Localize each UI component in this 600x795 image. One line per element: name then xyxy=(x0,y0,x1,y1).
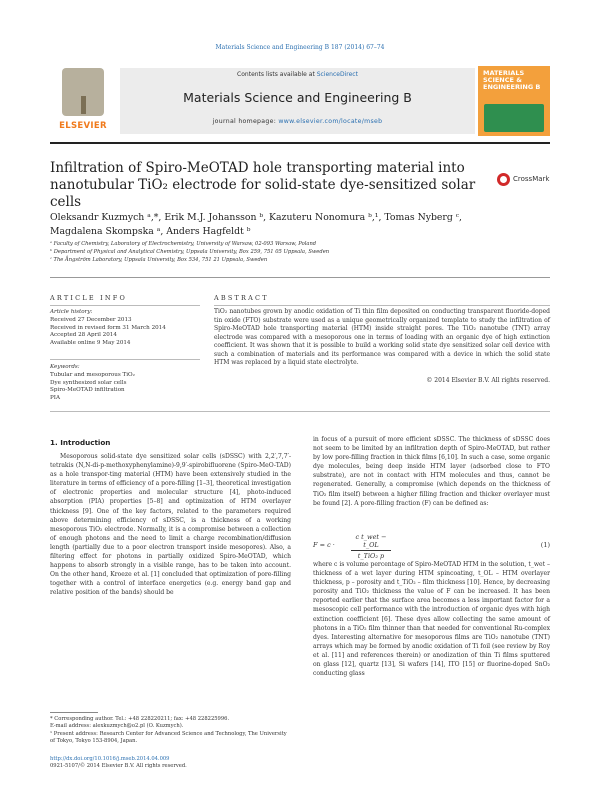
equation-number: (1) xyxy=(540,541,550,549)
cover-title: MATERIALS SCIENCE & ENGINEERING B xyxy=(483,69,541,92)
abstract-divider xyxy=(214,305,550,306)
journal-title: Materials Science and Engineering B xyxy=(183,90,412,105)
keywords-label: Keywords: xyxy=(50,364,80,370)
affiliations xyxy=(50,240,550,264)
footnote-item: ¹ Present address: Research Center for Advanced Science and Technology, The University of Tokyo, Tokyo 153-8904, Japan. xyxy=(50,730,287,744)
keyword-item: Tubular and mesoporous TiO₂ xyxy=(50,371,135,378)
doi-link[interactable]: http://dx.doi.org/10.1016/j.mseb.2014.04.009 xyxy=(50,756,170,762)
body-text-right-column-continued: where c is volume percentage of Spiro-MeOTAD HTM in the solution, t_wet – thickness of a wet layer during HTM spincoating, t_OL – HTM overlayer thickness, p – porosity and t_TiO₂ – film thickness [10]. Hence, by decreasing porosity and TiO₂ thickness the value of F can be increased. It has been reported earlier that the surface area becomes a less important factor for a mesoscopic cell performance with the introduction of organic dyes with high extinction coefficient [6]. These dyes allow collecting the same amount of photons in a TiO₂ film thinner than that needed for conventional Ru-complex dyes. Interesting alternative for mesoporous films are TiO₂ nanotube (TNT) arrays which may be formed by anodic oxidation of Ti foil (see review by Roy et al. [11] and references therein) or anodization of thin Ti films sputtered on glass [12], quartz [13], Si wafers [14], ITO [15] or fluorine-doped SnO₂ conducting glass xyxy=(313,561,550,678)
abstract-heading: ABSTRACT xyxy=(214,294,269,302)
crossmark-badge[interactable] xyxy=(497,173,552,187)
article-info-heading: ARTICLE INFO xyxy=(50,294,127,302)
journal-reference[interactable]: Materials Science and Engineering B 187 (2014) 67–74 xyxy=(215,44,385,51)
journal-masthead xyxy=(50,60,550,138)
issn-line: 0921-5107/© 2014 Elsevier B.V. All rights reserved. xyxy=(50,763,187,770)
footnote-divider xyxy=(50,712,98,713)
tree-icon xyxy=(62,68,104,116)
article-history xyxy=(50,309,200,348)
keyword-item: PIA xyxy=(50,395,61,402)
equation-1 xyxy=(313,533,550,559)
cover-image xyxy=(484,104,544,132)
abstract-copyright: © 2014 Elsevier B.V. All rights reserved. xyxy=(426,377,550,384)
history-item: Received in revised form 31 March 2014 xyxy=(50,324,166,331)
equation-fraction xyxy=(351,533,391,560)
affiliation-item: ᶜ The Ångström Laboratory, Uppsala University, Box 534, 751 21 Uppsala, Sweden xyxy=(50,257,268,263)
equation-numerator: c t_wet − t_OL xyxy=(351,533,391,551)
keywords xyxy=(50,364,200,403)
affiliation-item: ᵃ Faculty of Chemistry, Laboratory of Electrochemistry, University of Warsaw, 02-093 Warsaw, Poland xyxy=(50,241,317,247)
homepage-link[interactable]: www.elsevier.com/locate/mseb xyxy=(278,118,383,125)
body-text-left-column: Mesoporous solid-state dye sensitized solar cells (sDSSC) with 2,2′,7,7′-tetrakis (N,N-di-p-methoxyphenylamine)-9,9′-spirobifluorene (Spiro-MeO-TAD) as a hole transpor-ting material (HTM) have been extensively studied in the literature in terms of efficiency of a pore-filling [1–3], theoretical investigation of electronic properties and molecular structure [4], photo-induced absorption (PIA) properties [5–8] and optimization of HTM overlayer thickness [9]. One of the key factors, related to the parameters required above determining efficiency of sDSSC, is a thickness of a working mesoporous TiO₂ electrode. Normally, it is a compromise between a collection of enough photons and the need to limit a charge recombination/diffusion length (partially due to a poor electron transport inside mesopores). Also, a filtering effect for photons in partially oxidized Spiro-MeOTAD, which happens to absorb strongly in a visible range, has to be taken into account. On the other hand, Kroeze et al. [1] concluded that optimization of pore-filling together with a control of interface energetics (e.g. energy band gap and relative position of the bands) should be xyxy=(50,453,291,597)
journal-homepage: journal homepage: www.elsevier.com/locate/mseb xyxy=(212,118,383,125)
keywords-divider xyxy=(50,359,200,360)
footnote-item[interactable]: E-mail address: alexkuzmych@o2.pl (O. Kuzmych). xyxy=(50,723,184,730)
authors-line[interactable]: Oleksandr Kuzmych ᵃ,*, Erik M.J. Johansson ᵇ, Kazuteru Nonomura ᵇ,¹, Tomas Nyberg ᶜ, xyxy=(50,212,462,223)
crossmark-label: CrossMark xyxy=(513,175,550,183)
abstract-bottom-divider xyxy=(50,411,550,412)
crossmark-icon xyxy=(497,173,510,186)
footnotes xyxy=(50,716,291,745)
article-title: Infiltration of Spiro-MeOTAD hole transporting material into nanotubular TiO₂ electrode for solid-state dye-sensitized solar cells xyxy=(50,160,476,210)
sciencedirect-link[interactable]: ScienceDirect xyxy=(316,71,358,78)
history-label: Article history: xyxy=(50,309,93,315)
equation-denominator: t_TiO₂ p xyxy=(357,552,385,560)
footnote-item: * Corresponding author. Tel.: +48 228220211; fax: +48 228225996. xyxy=(50,716,230,722)
keyword-item: Spiro-MeOTAD infiltration xyxy=(50,387,125,394)
author-list xyxy=(50,211,550,238)
equation-lhs: F = c · xyxy=(313,541,335,549)
publisher-name: ELSEVIER xyxy=(59,121,107,131)
section-divider xyxy=(50,277,550,278)
section-heading-introduction: 1. Introduction xyxy=(50,438,111,447)
elsevier-logo xyxy=(50,64,116,134)
info-divider xyxy=(50,305,200,306)
body-text-right-column: in focus of a pursuit of more efficient sDSSC. The thickness of sDSSC does not seem to be limited by an infiltration depth of Spiro-MeOTAD, but rather by low pore-filling fraction in thick films [6,10]. In such a case, some organic dye molecules, being deep inside HTM layer (adsorbed close to FTO substrate), are not in contact with HTM molecules and thus, cannot be regenerated. Generally, a compromise (which depends on the thickness of TiO₂ film itself) between a higher filling fraction and thicker overlayer must be found [2]. A pore-filling fraction (F) can be defined as: xyxy=(313,436,550,507)
masthead-divider xyxy=(50,142,550,144)
abstract-text: TiO₂ nanotubes grown by anodic oxidation of Ti thin film deposited on conducting transparent fluoride-doped tin oxide (FTO) substrate were used as a unique geometrically organized template to study the infiltration of Spiro-MeOTAD hole transporting material (HTM) inside straight pores. The TiO₂ nanotube (TNT) array electrode was compared with a mesoporous one in terms of loading with an organic dye of high extinction coefficient. It was shown that it is possible to build a working solid state dye sensitized solar cell device with such a combination of materials and its performance was compared with a device in which the solid state HTM was replaced by a liquid state electrolyte. xyxy=(214,308,550,366)
history-item: Accepted 28 April 2014 xyxy=(50,332,117,339)
keyword-item: Dye synthesized solar cells xyxy=(50,379,127,386)
contents-line: Contents lists available at ScienceDirect xyxy=(237,71,358,78)
history-item: Available online 9 May 2014 xyxy=(50,340,131,347)
history-item: Received 27 December 2013 xyxy=(50,316,132,323)
authors-line[interactable]: Magdalena Skompska ᵃ, Anders Hagfeldt ᵇ xyxy=(50,225,251,237)
doi-block xyxy=(50,756,291,771)
journal-cover xyxy=(478,66,550,136)
affiliation-item: ᵇ Department of Physical and Analytical Chemistry, Uppsala University, Box 259, 751 05 Uppsala, Sweden xyxy=(50,249,330,255)
